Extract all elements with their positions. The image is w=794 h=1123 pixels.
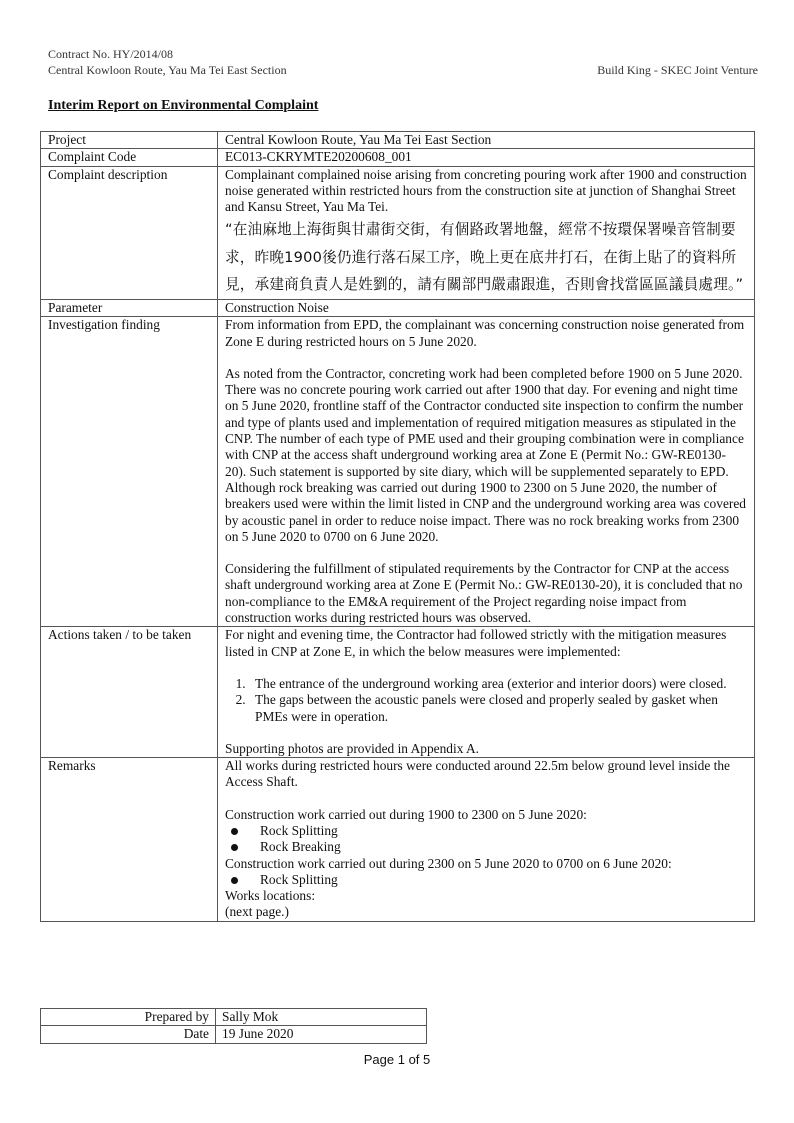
signoff-table [40,1008,427,1044]
date-value: 19 June 2020 [216,1026,427,1043]
next-page-note: (next page.) [225,904,289,920]
complaint-description-label: Complaint description [41,166,218,299]
complaint-table [40,131,755,922]
complaint-description-english: Complainant complained noise arising from concreting pouring work after 1900 and construction noise generated within restricted hours from the construction site at junction of Shanghai Street and Kansu Street, Yau Ma Tei. [225,166,747,215]
complaint-description-cell [218,166,755,299]
finding-paragraph-3: Considering the fulfillment of stipulated requirements by the Contractor for CNP at the access shaft underground working area at Zone E (Permit No.: GW-RE0130-20), it is concluded that no non-compliance to the EM&A requirement of the Project regarding noise impact from construction works during restricted hours was observed. [225,561,743,626]
parameter-value: Construction Noise [218,299,755,316]
remarks-period-2: Construction work carried out during 2300 on 5 June 2020 to 0700 on 6 June 2020: [225,855,672,871]
complaint-code-label: Complaint Code [41,149,218,166]
row-complaint-code [41,149,755,166]
period-1-list [225,823,747,856]
actions-cell [218,627,755,758]
page-number: Page 1 of 5 [363,1052,431,1067]
investigation-finding-cell [218,317,755,627]
actions-intro: For night and evening time, the Contractor had followed strictly with the mitigation measures listed in CNP at Zone E, in which the below measures were implemented: [225,627,727,659]
row-complaint-description [41,166,755,299]
prepared-by-label: Prepared by [41,1009,216,1026]
work-item-label: Rock Splitting [260,823,338,838]
finding-paragraph-2: As noted from the Contractor, concreting work had been completed before 1900 on 5 June 2020. There was no concrete pouring work carried out after 1900 that day. For evening and night time on 5 June 2020, frontline staff of the Contractor conducted site inspection to confirm the number and type of plants used and implementation of required mitigation measures as stipulated in the CNP. The number of each type of PME used and their grouping combination were in compliance with CNP at the access shaft underground working area at Zone E (Permit No.: GW-RE0130-20). Such statement is supported by site diary, which will be supplemented separately to EPD. Although rock breaking was carried out during 1900 to 2300 on 5 June 2020, the number of breakers used were within the limit listed in CNP and the underground working area was covered by acoustic panel in order to reduce noise impact. There was no rock breaking works from 2300 on 5 June 2020 to 0700 on 6 June 2020. [225,365,746,544]
project-label: Project [41,132,218,149]
remarks-intro: All works during restricted hours were conducted around 22.5m below ground level inside the Access Shaft. [225,758,730,790]
row-parameter [41,299,755,316]
work-item [225,823,747,839]
parameter-label: Parameter [41,299,218,316]
row-actions [41,627,755,758]
project-value: Central Kowloon Route, Yau Ma Tei East Section [218,132,755,149]
row-date [41,1026,427,1043]
report-title: Interim Report on Environmental Complaint [48,98,319,113]
work-item [225,872,747,888]
bullet-icon [231,828,238,835]
bullet-icon [231,844,238,851]
finding-paragraph-1: From information from EPD, the complainant was concerning construction noise generated from Zone E during restricted hours on 5 June 2020. [225,317,745,349]
contract-number: Contract No. HY/2014/08 [48,47,173,61]
remarks-cell [218,758,755,922]
period-2-list [225,872,747,888]
work-item-label: Rock Splitting [260,871,338,887]
measures-list [225,676,747,725]
project-header: Central Kowloon Route, Yau Ma Tei East Section [48,63,287,77]
row-investigation-finding [41,317,755,627]
investigation-finding-label: Investigation finding [41,317,218,627]
row-remarks [41,758,755,922]
contractor-header: Build King - SKEC Joint Venture [597,63,758,77]
actions-label: Actions taken / to be taken [41,627,218,758]
prepared-by-value: Sally Mok [216,1009,427,1026]
row-prepared-by [41,1009,427,1026]
work-item [225,839,747,855]
complaint-description-chinese: “在油麻地上海街與甘肅街交街，有個路政署地盤，經常不按環保署噪音管制要求，昨晚1900後仍進行落石屎工序，晚上更在底井打石，在街上貼了的資料所見，承建商負責人是姓劉的，請有關部門嚴肅跟進，否則會找當區區議員處理。” [225,221,744,294]
actions-outro: Supporting photos are provided in Appendix A. [225,740,480,756]
date-label: Date [41,1026,216,1043]
measure-item: 1. The entrance of the underground working area (exterior and interior doors) were closed. [249,676,747,692]
work-item-label: Rock Breaking [260,839,341,855]
row-project [41,132,755,149]
bullet-icon [231,877,238,884]
works-locations: Works locations: [225,888,316,904]
complaint-code-value: EC013-CKRYMTE20200608_001 [218,149,755,166]
remarks-period-1: Construction work carried out during 1900 to 2300 on 5 June 2020: [225,806,587,822]
remarks-label: Remarks [41,758,218,922]
measure-item: 2. The gaps between the acoustic panels were closed and properly sealed by gasket when PMEs were in operation. [249,692,747,725]
